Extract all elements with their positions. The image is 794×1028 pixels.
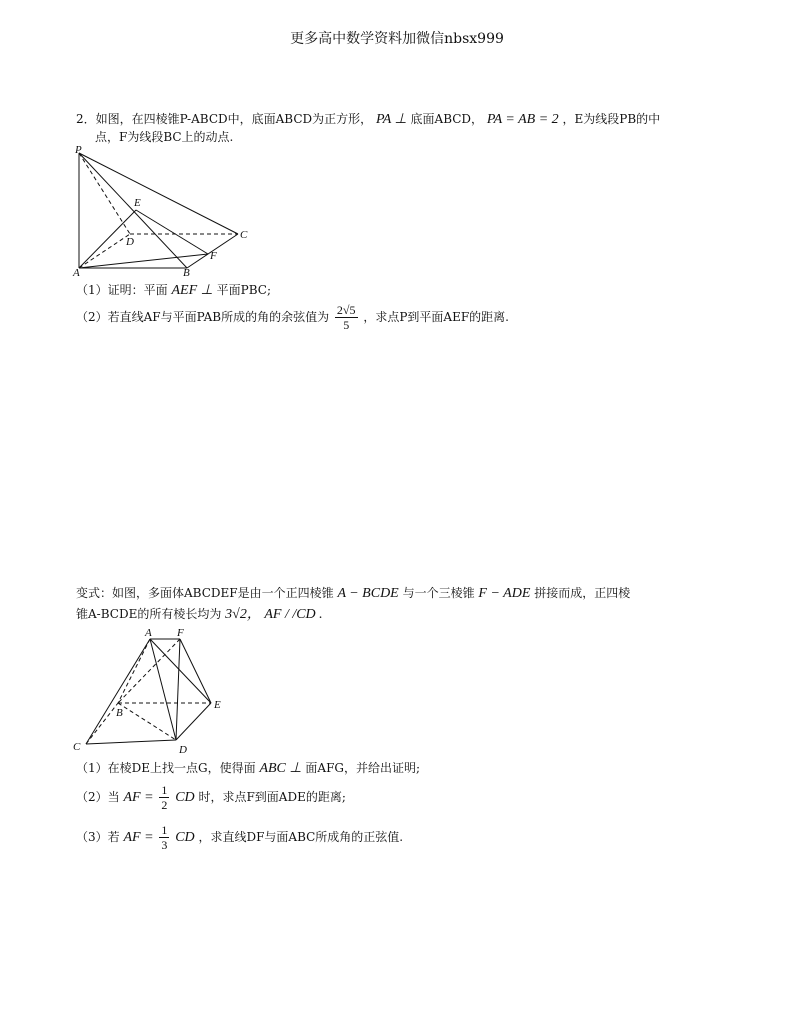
variant-q2-a: （2）当 [76,790,120,804]
variant-q2-math: AF = [123,790,154,805]
problem2-line1-a: 2．如图，在四棱锥P-ABCD中，底面ABCD为正方形， [76,112,373,126]
variant-q1 [76,760,420,777]
label-d: D [179,744,187,756]
label-b: B [183,267,190,278]
variant-q1-a: （1）在棱DE上找一点G，使得面 [76,761,256,775]
problem2-math-pa-ab: PA = AB = 2 [486,112,559,127]
variant-line2-a: 锥A-BCDE的所有棱长均为 [76,607,222,621]
variant-q3-fraction [159,823,169,852]
label-a: A [73,267,80,278]
polyhedron-figure [68,624,238,756]
label-p: P [75,144,82,156]
variant-math-fade: F − ADE [478,586,531,601]
variant-line2 [76,606,323,623]
variant-q2-fraction [159,783,169,812]
problem2-math-pa-perp: PA ⊥ [375,112,407,127]
problem2-line1-c: ，E为线段PB的中 [562,112,661,126]
variant-math-abcde: A − BCDE [337,586,399,601]
fraction-denominator: 5 [343,318,350,332]
fraction-denominator: 2 [161,798,168,812]
variant-line1 [76,585,630,602]
variant-line1-c: 拼接而成，正四棱 [534,586,631,600]
label-c: C [240,229,248,241]
label-f: F [177,627,184,639]
pyramid-figure [70,143,260,278]
variant-q3-math: AF = [123,830,154,845]
fraction-numerator: 2√5 [336,303,356,317]
variant-q2-b: 时，求点F到面ADE的距离; [198,790,346,804]
page-header: 更多高中数学资料加微信nbsx999 [290,31,504,47]
problem2-q2-fraction [335,303,358,332]
label-e: E [214,699,221,711]
label-f: F [210,250,217,262]
variant-q3-math-cd: CD [175,830,195,845]
variant-q3 [76,822,403,853]
problem2-q1-a: （1）证明：平面 [76,283,168,297]
variant-q3-b: ，求直线DF与面ABC所成角的正弦值. [198,830,404,844]
variant-q2-math-cd: CD [175,790,195,805]
variant-line1-b: 与一个三棱锥 [402,586,475,600]
variant-q1-math: ABC ⊥ [259,761,302,776]
fraction-denominator: 3 [161,838,168,852]
variant-q2 [76,782,346,813]
label-e: E [134,197,141,209]
problem2-line1-b: 底面ABCD， [410,112,484,126]
label-d: D [126,236,134,248]
problem2-line1 [76,111,660,128]
variant-q1-b: 面AFG，并给出证明; [305,761,421,775]
problem2-q1 [76,282,271,299]
problem2-q1-b: 平面PBC; [216,283,271,297]
problem2-q1-math: AEF ⊥ [171,283,213,298]
problem2-line2: 点，F为线段BC上的动点. [95,130,234,144]
variant-q3-a: （3）若 [76,830,120,844]
fraction-numerator: 1 [161,823,168,837]
problem2-q2-b: ，求点P到平面AEF的距离. [363,310,509,324]
variant-line2-math: 3√2， AF / /CD . [225,607,323,622]
label-c: C [73,741,81,753]
problem2-q2 [76,302,509,332]
variant-line1-a: 变式：如图，多面体ABCDEF是由一个正四棱锥 [76,586,334,600]
fraction-numerator: 1 [161,783,168,797]
label-b: B [116,707,123,719]
label-a: A [145,627,152,639]
problem2-q2-a: （2）若直线AF与平面PAB所成的角的余弦值为 [76,310,330,324]
